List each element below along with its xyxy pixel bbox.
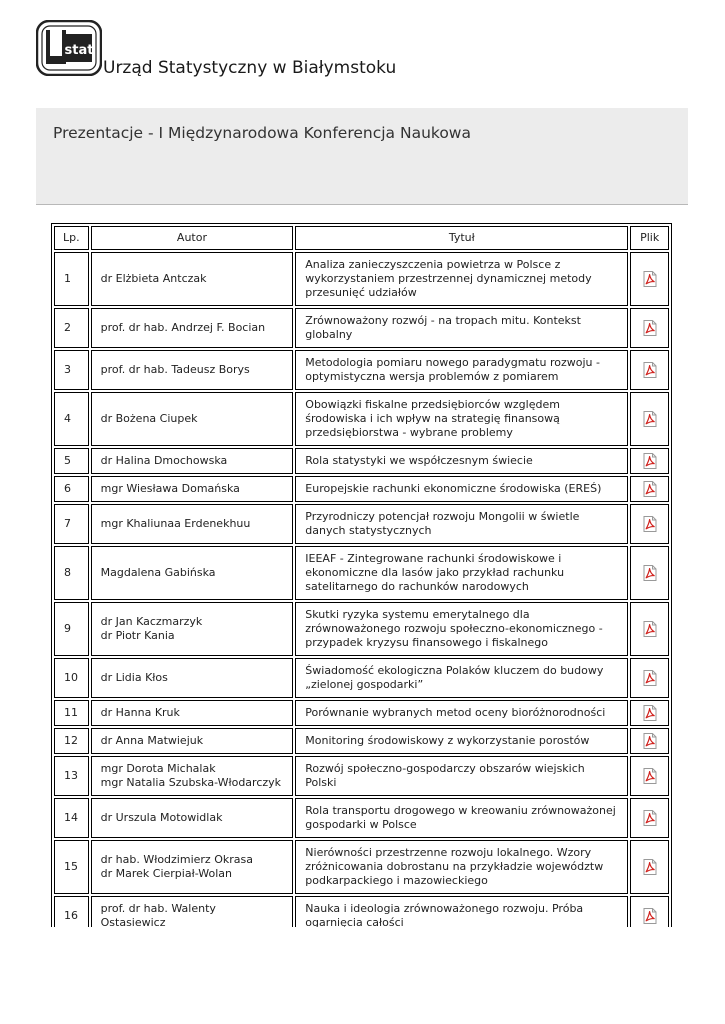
- row-number: 8: [54, 546, 89, 600]
- table-row: [54, 504, 669, 544]
- row-title: Skutki ryzyka systemu emerytalnego dla zrównoważonego rozwoju społeczno-ekonomicznego - przypadek kryzysu finansowego i fiskalnego: [295, 602, 628, 656]
- table-row: [54, 840, 669, 894]
- row-title: IEEAF - Zintegrowane rachunki środowiskowe i ekonomiczne dla lasów jako przykład rachunku satelitarnego do rachunków narodowych: [295, 546, 628, 600]
- table-row: [54, 756, 669, 796]
- row-number: 1: [54, 252, 89, 306]
- author-name: dr Elżbieta Antczak: [100, 272, 207, 285]
- row-number: 13: [54, 756, 89, 796]
- row-title: Nierówności przestrzenne rozwoju lokalnego. Wzory zróżnicowania dobrostanu na przykładzie województw podkarpackiego i mazowieckiego: [295, 840, 628, 894]
- presentations-table-wrap: [51, 223, 672, 927]
- table-row: [54, 700, 669, 726]
- row-file: [630, 798, 669, 838]
- author-name: Magdalena Gabińska: [100, 566, 216, 579]
- author-name: dr Bożena Ciupek: [100, 412, 198, 425]
- row-authors: [91, 896, 294, 927]
- table-row: [54, 308, 669, 348]
- row-file: [630, 840, 669, 894]
- row-number: 15: [54, 840, 89, 894]
- row-title: Świadomość ekologiczna Polaków kluczem do budowy „zielonej gospodarki”: [295, 658, 628, 698]
- pdf-icon[interactable]: [643, 271, 657, 287]
- row-authors: [91, 476, 294, 502]
- author-name: dr Hanna Kruk: [100, 706, 180, 719]
- pdf-icon[interactable]: [643, 768, 657, 784]
- table-row: [54, 798, 669, 838]
- row-authors: [91, 546, 294, 600]
- svg-text:stat: stat: [64, 43, 94, 58]
- author-name: dr Lidia Kłos: [100, 671, 168, 684]
- row-number: 9: [54, 602, 89, 656]
- pdf-icon[interactable]: [643, 411, 657, 427]
- author-name: dr Piotr Kania: [100, 629, 175, 642]
- row-title: Zrównoważony rozwój - na tropach mitu. Kontekst globalny: [295, 308, 628, 348]
- author-name: mgr Wiesława Domańska: [100, 482, 240, 495]
- row-authors: [91, 392, 294, 446]
- pdf-icon[interactable]: [643, 810, 657, 826]
- author-name: dr Urszula Motowidlak: [100, 811, 223, 824]
- pdf-icon[interactable]: [643, 362, 657, 378]
- org-title[interactable]: Urząd Statystyczny w Białymstoku: [103, 58, 397, 78]
- author-name: dr hab. Włodzimierz Okrasa: [100, 853, 253, 866]
- author-name: dr Anna Matwiejuk: [100, 734, 204, 747]
- pdf-icon[interactable]: [643, 320, 657, 336]
- row-number: 11: [54, 700, 89, 726]
- row-file: [630, 546, 669, 600]
- table-row: [54, 350, 669, 390]
- author-name: mgr Khaliunaa Erdenekhuu: [100, 517, 251, 530]
- row-title: Nauka i ideologia zrównoważonego rozwoju. Próba ogarnięcia całości: [295, 896, 628, 927]
- author-name: dr Marek Cierpiał-Wolan: [100, 867, 232, 880]
- row-file: [630, 896, 669, 927]
- row-number: 7: [54, 504, 89, 544]
- pdf-icon[interactable]: [643, 908, 657, 924]
- row-number: 6: [54, 476, 89, 502]
- table-row: [54, 476, 669, 502]
- title-band: [36, 108, 688, 205]
- row-number: 10: [54, 658, 89, 698]
- column-header-title: Tytuł: [295, 226, 628, 250]
- author-name: prof. dr hab. Walenty Ostasiewicz: [100, 902, 216, 927]
- pdf-icon[interactable]: [643, 859, 657, 875]
- row-file: [630, 700, 669, 726]
- column-header-file: Plik: [630, 226, 669, 250]
- pdf-icon[interactable]: [643, 733, 657, 749]
- row-file: [630, 392, 669, 446]
- row-file: [630, 504, 669, 544]
- site-header: [36, 18, 696, 82]
- row-authors: [91, 658, 294, 698]
- row-authors: [91, 448, 294, 474]
- row-authors: [91, 728, 294, 754]
- pdf-icon[interactable]: [643, 670, 657, 686]
- row-file: [630, 252, 669, 306]
- row-number: 2: [54, 308, 89, 348]
- row-title: Metodologia pomiaru nowego paradygmatu rozwoju - optymistyczna wersja problemów z pomiarem: [295, 350, 628, 390]
- row-number: 16: [54, 896, 89, 927]
- row-number: 5: [54, 448, 89, 474]
- author-name: prof. dr hab. Tadeusz Borys: [100, 363, 250, 376]
- column-header-lp: Lp.: [54, 226, 89, 250]
- row-title: Rozwój społeczno-gospodarczy obszarów wiejskich Polski: [295, 756, 628, 796]
- row-title: Analiza zanieczyszczenia powietrza w Polsce z wykorzystaniem przestrzennej dynamicznej metody przesunięć udziałów: [295, 252, 628, 306]
- page-title: Prezentacje - I Międzynarodowa Konferencja Naukowa: [53, 124, 471, 142]
- row-title: Europejskie rachunki ekonomiczne środowiska (EREŚ): [295, 476, 628, 502]
- row-file: [630, 476, 669, 502]
- table-row: [54, 252, 669, 306]
- row-number: 12: [54, 728, 89, 754]
- row-authors: [91, 350, 294, 390]
- row-authors: [91, 504, 294, 544]
- pdf-icon[interactable]: [643, 481, 657, 497]
- row-file: [630, 602, 669, 656]
- row-authors: [91, 756, 294, 796]
- row-title: Rola statystyki we współczesnym świecie: [295, 448, 628, 474]
- row-file: [630, 308, 669, 348]
- presentations-table: [51, 223, 672, 927]
- row-title: Obowiązki fiskalne przedsiębiorców względem środowiska i ich wpływ na strategię finansową przedsiębiorstwa - wybrane problemy: [295, 392, 628, 446]
- pdf-icon[interactable]: [643, 516, 657, 532]
- pdf-icon[interactable]: [643, 565, 657, 581]
- table-header-row: [54, 226, 669, 250]
- row-authors: [91, 798, 294, 838]
- author-name: mgr Dorota Michalak: [100, 762, 216, 775]
- table-row: [54, 728, 669, 754]
- pdf-icon[interactable]: [643, 621, 657, 637]
- pdf-icon[interactable]: [643, 453, 657, 469]
- row-file: [630, 728, 669, 754]
- ustat-logo[interactable]: [36, 20, 102, 76]
- row-authors: [91, 252, 294, 306]
- table-row: [54, 546, 669, 600]
- table-row: [54, 448, 669, 474]
- row-number: 4: [54, 392, 89, 446]
- row-number: 3: [54, 350, 89, 390]
- row-authors: [91, 840, 294, 894]
- row-title: Monitoring środowiskowy z wykorzystanie porostów: [295, 728, 628, 754]
- author-name: mgr Natalia Szubska-Włodarczyk: [100, 776, 282, 789]
- row-number: 14: [54, 798, 89, 838]
- table-row: [54, 602, 669, 656]
- row-authors: [91, 308, 294, 348]
- row-file: [630, 350, 669, 390]
- author-name: prof. dr hab. Andrzej F. Bocian: [100, 321, 266, 334]
- column-header-author: Autor: [91, 226, 294, 250]
- row-title: Rola transportu drogowego w kreowaniu zrównoważonej gospodarki w Polsce: [295, 798, 628, 838]
- table-row: [54, 392, 669, 446]
- row-authors: [91, 602, 294, 656]
- table-row: [54, 896, 669, 927]
- row-file: [630, 448, 669, 474]
- row-authors: [91, 700, 294, 726]
- author-name: dr Jan Kaczmarzyk: [100, 615, 203, 628]
- row-file: [630, 756, 669, 796]
- table-row: [54, 658, 669, 698]
- row-title: Porównanie wybranych metod oceny bioróżnorodności: [295, 700, 628, 726]
- author-name: dr Halina Dmochowska: [100, 454, 228, 467]
- row-title: Przyrodniczy potencjał rozwoju Mongolii w świetle danych statystycznych: [295, 504, 628, 544]
- pdf-icon[interactable]: [643, 705, 657, 721]
- row-file: [630, 658, 669, 698]
